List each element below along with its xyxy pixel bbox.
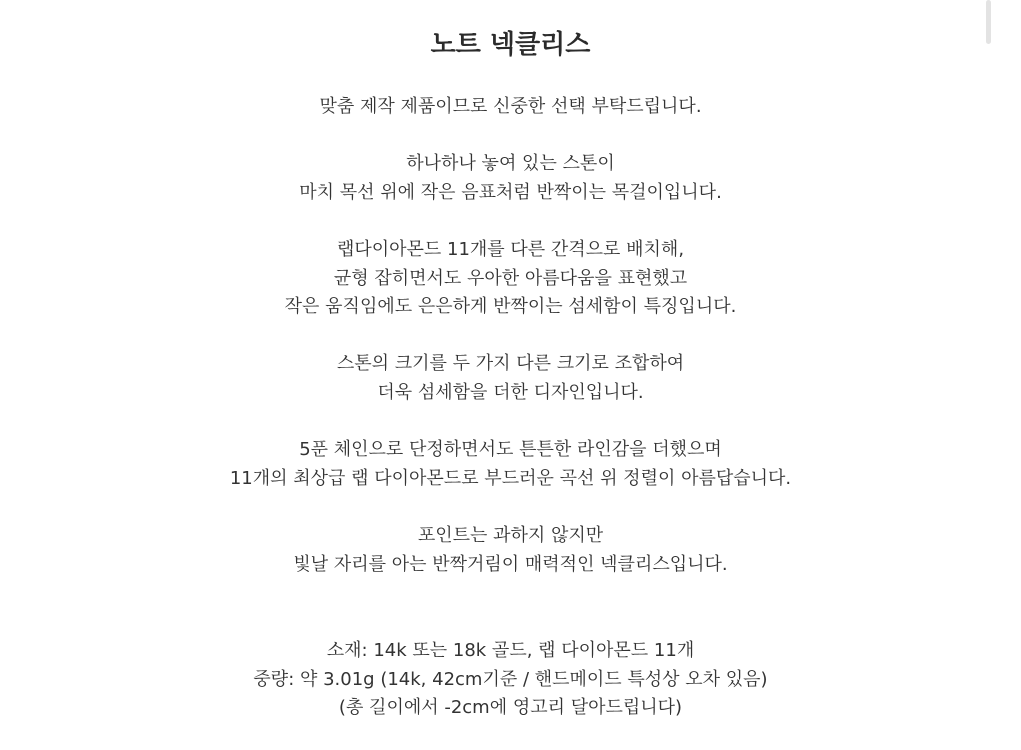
description-paragraph-arrangement (0, 236, 1021, 322)
spec-length-note: (총 길이에서 -2cm에 영고리 달아드립니다) (338, 697, 683, 718)
description-line: 포인트는 과하지 않지만 (417, 525, 604, 546)
spec-weight: 중량: 약 3.01g (14k, 42cm기준 / 핸드메이드 특성상 오차 있음) (253, 668, 768, 690)
description-paragraph-stone-sizes (0, 350, 1021, 407)
description-paragraph-point (0, 522, 1021, 579)
description-line: 스톤의 크기를 두 가지 다른 크기로 조합하여 (336, 353, 685, 374)
description-paragraph-stones (0, 150, 1021, 207)
description-paragraph-chain (0, 436, 1021, 493)
product-title: 노트 넥클리스 (430, 30, 591, 60)
description-line: 랩다이아몬드 11개를 다른 간격으로 배치해, (336, 239, 685, 260)
description-line: 5푼 체인으로 단정하면서도 튼튼한 라인감을 더했으며 (299, 439, 722, 460)
description-line: 하나하나 놓여 있는 스톤이 (406, 153, 615, 174)
scrollbar[interactable] (985, 0, 1021, 750)
description-line: 균형 잡히면서도 우아한 아름다움을 표현했고 (333, 267, 688, 289)
description-line: 맞춤 제작 제품이므로 신중한 선택 부탁드립니다. (319, 96, 702, 117)
description-paragraph-custom-order (0, 93, 1021, 122)
description-line: 작은 움직임에도 은은하게 반짝이는 섬세함이 특징입니다. (284, 296, 737, 317)
spec-material: 소재: 14k 또는 18k 골드, 랩 다이아몬드 11개 (326, 640, 695, 661)
product-specifications (0, 637, 1021, 723)
scrollbar-thumb[interactable] (986, 0, 991, 44)
description-line: 마치 목선 위에 작은 음표처럼 반짝이는 목걸이입니다. (299, 181, 722, 203)
description-line: 빛날 자리를 아는 반짝거림이 매력적인 넥클리스입니다. (293, 553, 728, 575)
description-line: 더욱 섬세함을 더한 디자인입니다. (377, 381, 644, 403)
description-line: 11개의 최상급 랩 다이아몬드로 부드러운 곡선 위 정렬이 아름답습니다. (229, 467, 792, 489)
